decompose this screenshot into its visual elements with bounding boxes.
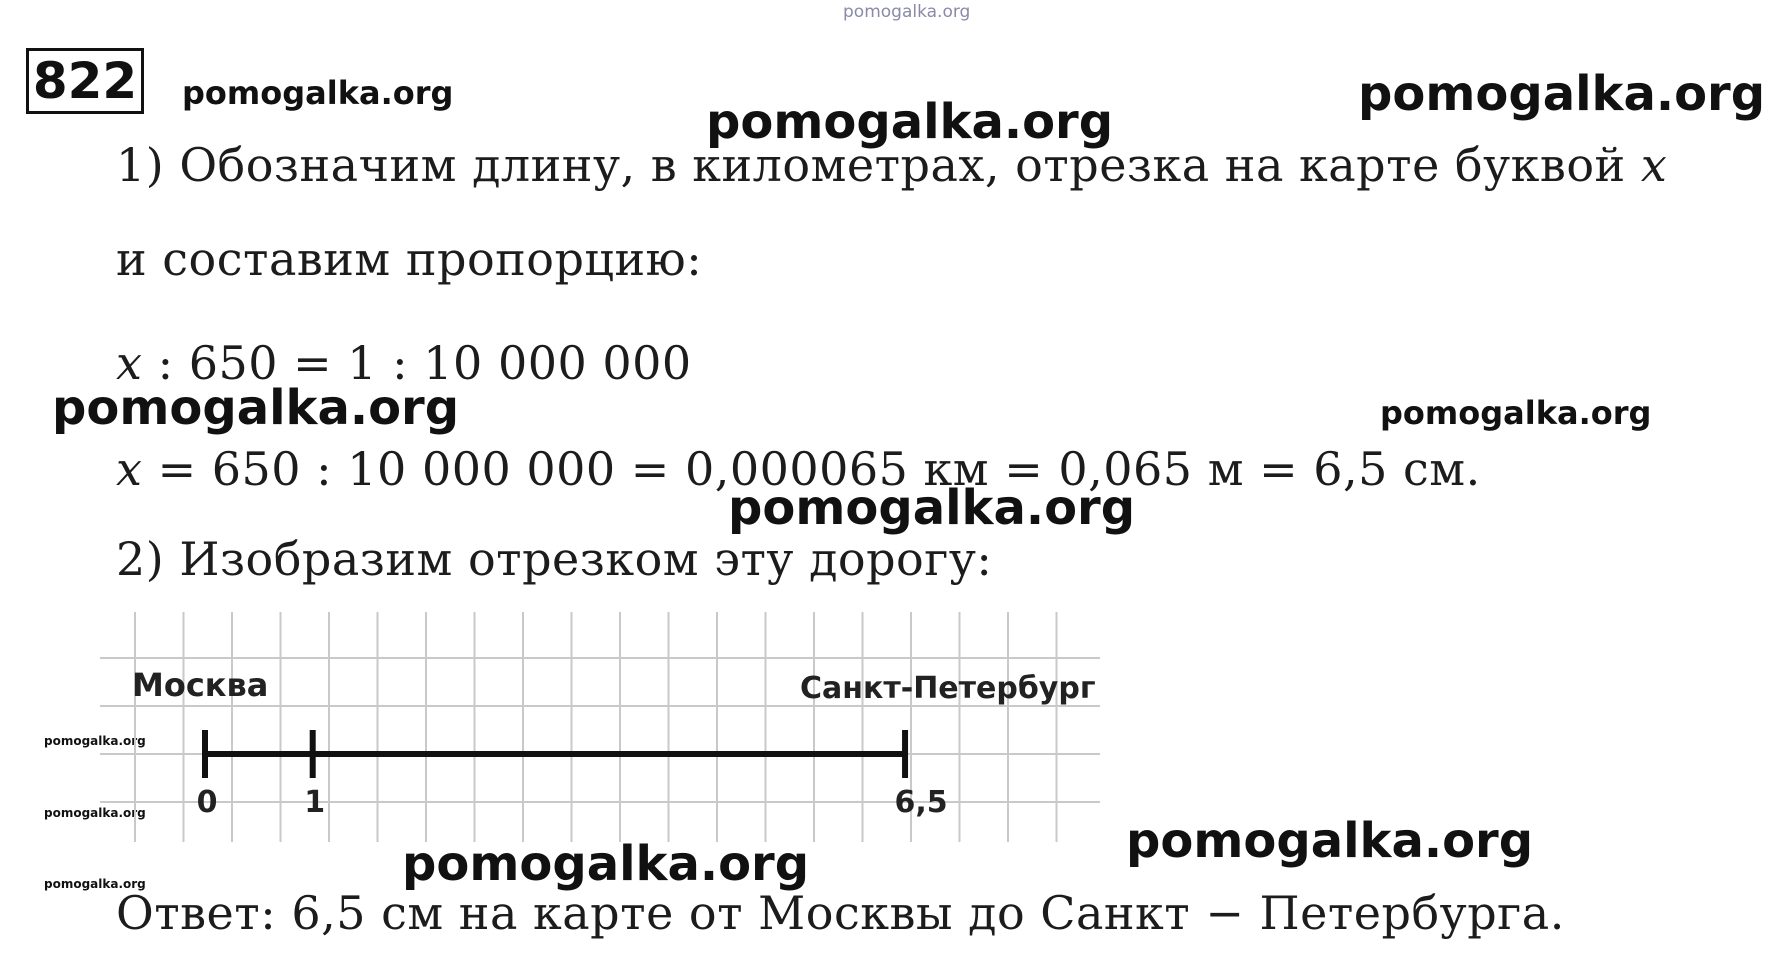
problem-number: 822 [26,48,144,114]
watermark-left-tiny-3: pomogalka.org [44,877,146,891]
watermark-header-small: pomogalka.org [182,74,454,112]
calculation-text: = 650 : 10 000 000 = 0,000065 км = 0,065 м = 6,5 см. [157,442,1481,496]
tick-label-1: 1 [304,785,326,820]
segment-diagram [100,612,1120,848]
variable-x: x [116,442,143,496]
watermark-bottom-center: pomogalka.org [402,836,810,892]
tick-label-6-5: 6,5 [894,785,948,820]
watermark-top-tiny: pomogalka.org [843,2,971,22]
watermark-right-medium: pomogalka.org [1380,394,1652,432]
step1-text: 1) Обозначим длину, в километрах, отрезка на карте буквой [116,138,1626,192]
watermark-header-right: pomogalka.org [1358,66,1766,122]
watermark-left-tiny-1: pomogalka.org [44,734,146,748]
calculation-line [116,442,1481,496]
variable-x: x [116,336,143,390]
watermark-header-center: pomogalka.org [706,94,1114,150]
step2-line: 2) Изобразим отрезком эту дорогу: [116,532,993,586]
variable-x: x [1640,138,1668,192]
step1-line [116,138,1667,192]
watermark-bottom-right: pomogalka.org [1126,813,1534,869]
label-saint-petersburg: Санкт-Петербург [800,671,1096,706]
label-moscow: Москва [132,666,269,704]
proportion-line [116,336,692,390]
proportion-text: : 650 = 1 : 10 000 000 [157,336,692,390]
step1-continuation: и составим пропорцию: [116,232,703,286]
grid [100,612,1100,842]
watermark-middle: pomogalka.org [728,480,1136,536]
watermark-left-tiny-2: pomogalka.org [44,806,146,820]
watermark-left-large: pomogalka.org [52,380,460,436]
tick-label-0: 0 [196,785,218,820]
answer-line: Ответ: 6,5 см на карте от Москвы до Санкт − Петербурга. [116,886,1565,940]
